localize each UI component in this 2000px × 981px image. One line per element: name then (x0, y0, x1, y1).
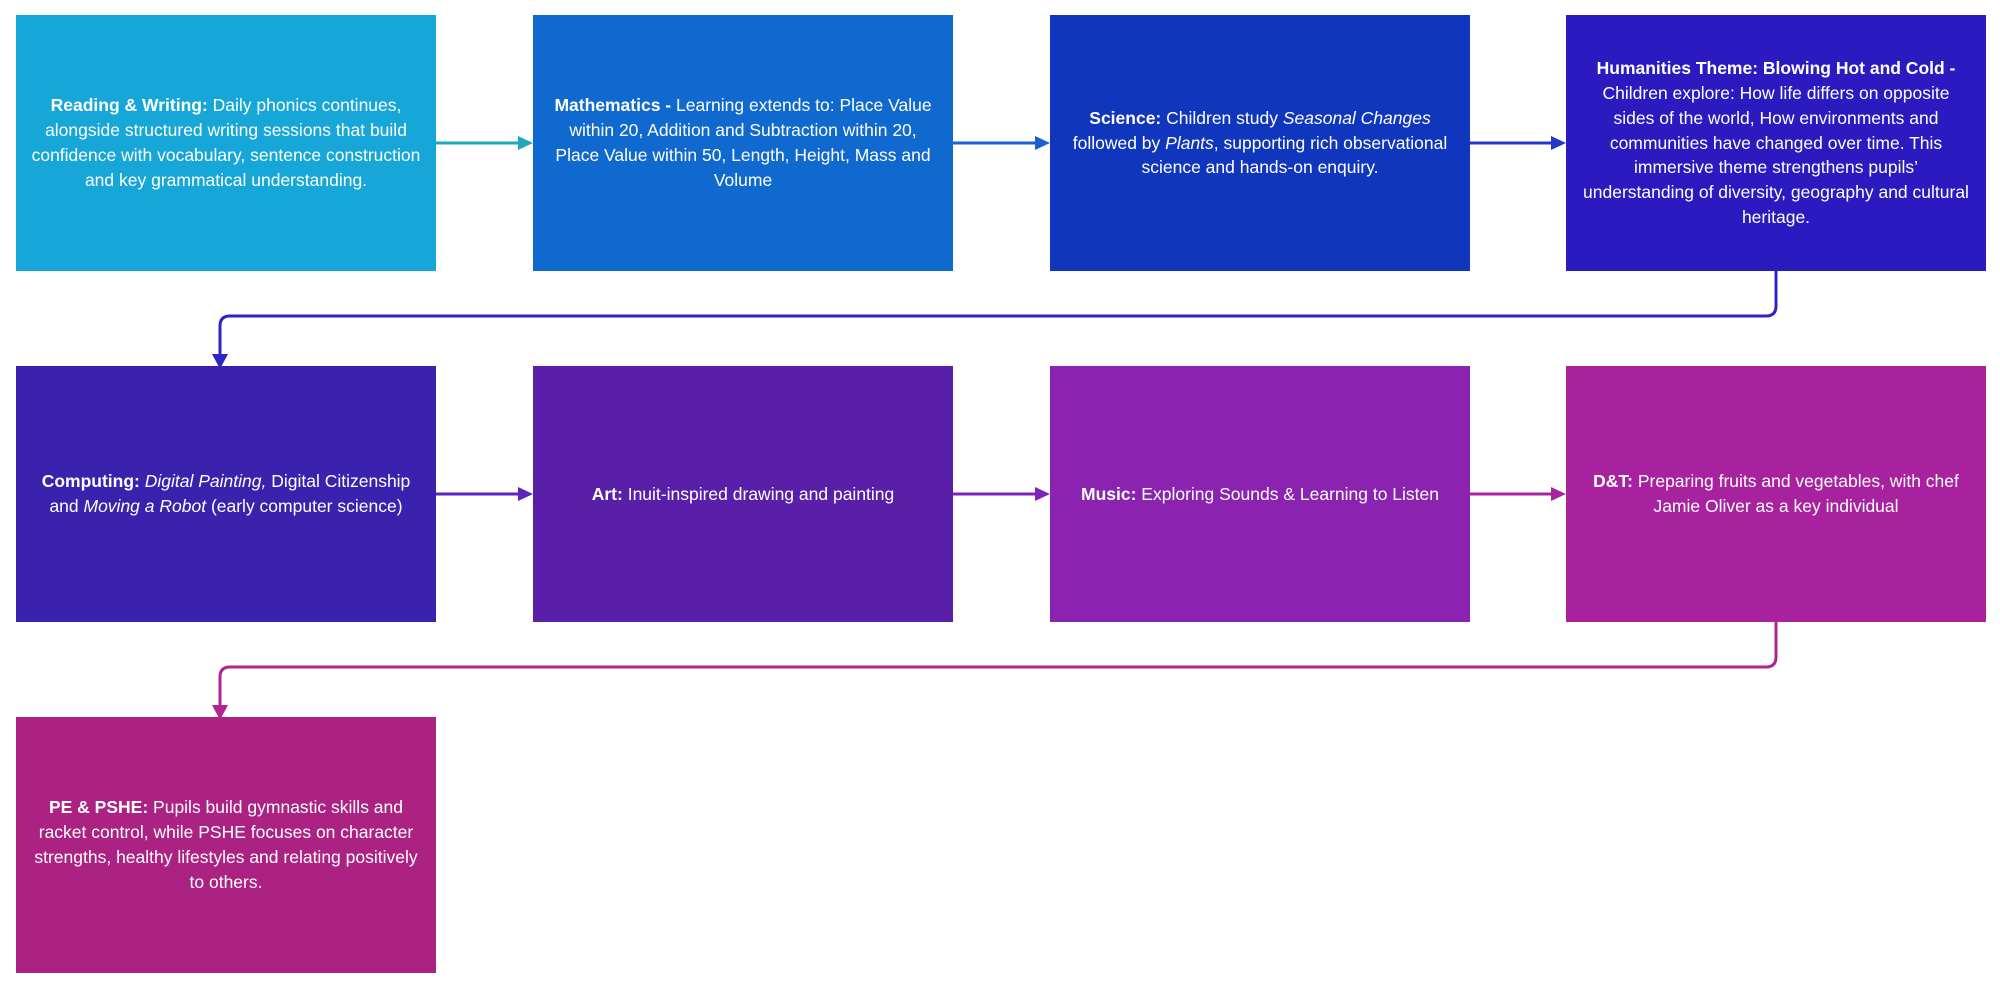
arrow-maths-to-science (953, 128, 1050, 158)
node-art-heading: Art: (591, 483, 623, 504)
node-reading-and-writing[interactable] (16, 15, 436, 271)
node-mathematics[interactable] (533, 15, 953, 271)
node-science-text (1064, 106, 1456, 181)
node-art-text (547, 482, 939, 507)
node-pe-and-pshe-body: Pupils build gymnastic skills and racket control, while PSHE focuses on character strengths, healthy lifestyles and relating positively to others. (34, 797, 418, 892)
arrow-art-to-music (953, 479, 1050, 509)
node-pe-and-pshe-text (30, 795, 422, 894)
node-science-body-3: , supporting rich observational science and hands-on enquiry. (1141, 132, 1448, 178)
node-computing-body-3: (early computer science) (206, 496, 403, 516)
arrow-humanities-to-computing (210, 268, 1790, 373)
node-computing-heading: Computing: (41, 471, 140, 492)
node-computing-emphasis-1: Digital Painting, (144, 471, 267, 492)
node-design-and-technology-text (1580, 469, 1972, 519)
node-mathematics-heading: Mathematics - (554, 95, 672, 116)
node-reading-and-writing-text (30, 93, 422, 192)
node-reading-and-writing-body: Daily phonics continues, alongside structured writing sessions that build confidence with vocabulary, sentence construction and key grammatical understanding. (31, 95, 421, 190)
node-design-and-technology-body: Preparing fruits and vegetables, with chef Jamie Oliver as a key individual (1632, 471, 1959, 516)
arrow-reading-to-maths (436, 128, 533, 158)
node-science[interactable] (1050, 15, 1470, 271)
node-music[interactable] (1050, 366, 1470, 622)
node-computing[interactable] (16, 366, 436, 622)
node-music-body: Exploring Sounds & Learning to Listen (1136, 483, 1439, 504)
node-science-emphasis-1: Seasonal Changes (1282, 107, 1431, 128)
node-art-body: Inuit-inspired drawing and painting (622, 483, 895, 504)
node-computing-emphasis-2: Moving a Robot (83, 496, 207, 516)
node-design-and-technology-heading: D&T: (1593, 471, 1633, 492)
arrow-music-to-dt (1470, 479, 1566, 509)
node-humanities-theme-heading: Humanities Theme: Blowing Hot and Cold - (1596, 58, 1956, 79)
node-pe-and-pshe[interactable] (16, 717, 436, 973)
node-science-heading: Science: (1089, 107, 1162, 128)
node-humanities-theme[interactable] (1566, 15, 1986, 271)
node-mathematics-body: Learning extends to: Place Value within 20, Addition and Subtraction within 20, Place Value within 50, Length, Height, Mass and Volume (555, 95, 932, 190)
arrow-computing-to-art (436, 479, 533, 509)
node-art[interactable] (533, 366, 953, 622)
node-humanities-theme-text (1580, 56, 1972, 230)
node-science-body-2: followed by (1072, 132, 1166, 153)
node-music-heading: Music: (1081, 483, 1137, 504)
node-computing-text (30, 469, 422, 519)
node-science-emphasis-2: Plants (1165, 132, 1214, 153)
node-reading-and-writing-heading: Reading & Writing: (50, 95, 208, 116)
node-music-text (1064, 482, 1456, 507)
node-science-body-1: Children study (1161, 107, 1283, 128)
arrow-science-to-humanities (1470, 128, 1566, 158)
node-design-and-technology[interactable] (1566, 366, 1986, 622)
node-computing-body-2: Digital Citizenship and (49, 471, 411, 516)
node-humanities-theme-body: Children explore: How life differs on opposite sides of the world, How environments and communities have changed over time. This immersive theme strengthens pupils’ understanding of diversity, geography and cultural heritage. (1583, 82, 1969, 228)
arrow-dt-to-pe (210, 619, 1790, 724)
node-mathematics-text (547, 93, 939, 192)
node-pe-and-pshe-heading: PE & PSHE: (48, 797, 149, 818)
